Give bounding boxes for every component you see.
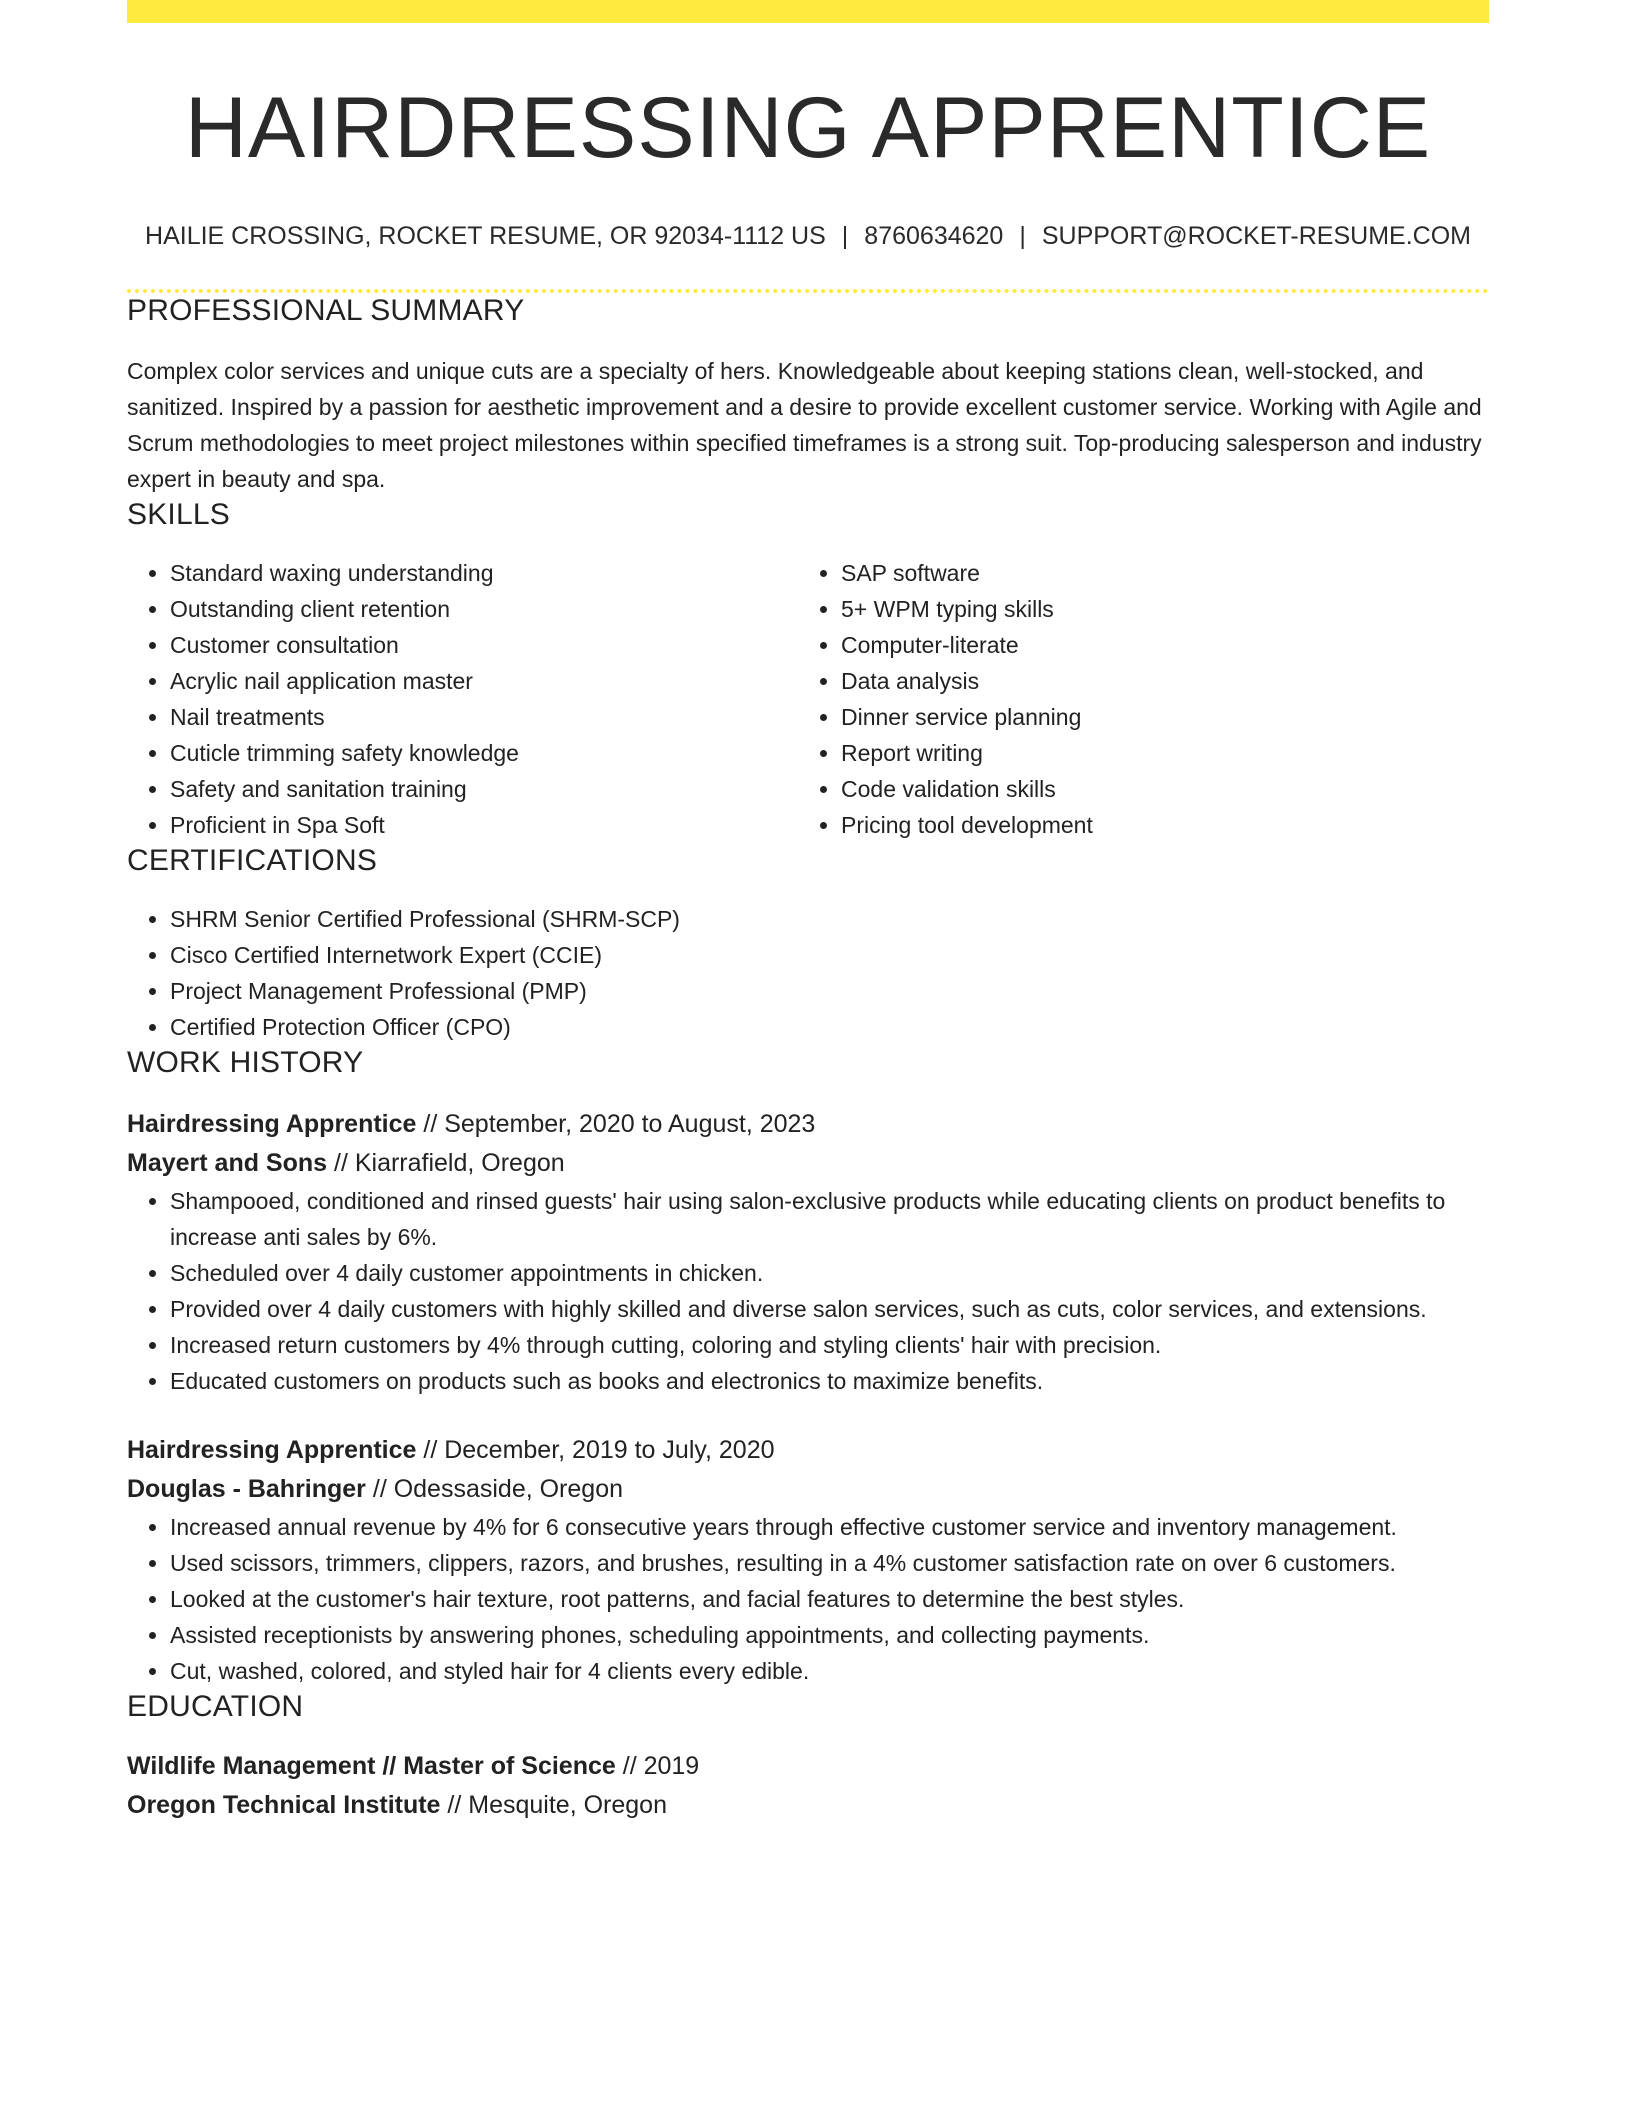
skill-item: • Cuticle trimming safety knowledge	[170, 735, 798, 771]
certification-item: • Certified Protection Officer (CPO)	[170, 1009, 1489, 1045]
summary-heading: PROFESSIONAL SUMMARY	[127, 294, 525, 328]
skill-item: • Dinner service planning	[841, 699, 1469, 735]
job-bullet: • Scheduled over 4 daily customer appointments in chicken.	[170, 1255, 1489, 1291]
job-bullet: • Provided over 4 daily customers with highly skilled and diverse salon services, such as cuts, color services, and extensions.	[170, 1291, 1489, 1327]
contact-email: SUPPORT@ROCKET-RESUME.COM	[1041, 221, 1471, 250]
education-location: // Mesquite, Oregon	[440, 1791, 667, 1820]
education-school-line	[127, 1786, 1489, 1825]
job-bullet: • Looked at the customer's hair texture, root patterns, and facial features to determine the best styles.	[170, 1581, 1489, 1617]
job-bullet: • Shampooed, conditioned and rinsed guests' hair using salon-exclusive products while educating clients on product benefits to increase anti sales by 6%.	[170, 1183, 1489, 1255]
job-company-line	[127, 1144, 1489, 1183]
skill-item: • Standard waxing understanding	[170, 555, 798, 591]
job-title-line	[127, 1431, 1489, 1470]
skills-column-left	[127, 555, 798, 843]
job-location: // Odessaside, Oregon	[365, 1475, 624, 1504]
certification-item: • Cisco Certified Internetwork Expert (CCIE)	[170, 937, 1489, 973]
skill-item: • Report writing	[841, 735, 1469, 771]
job-dates: // December, 2019 to July, 2020	[416, 1436, 775, 1465]
skill-item: • Acrylic nail application master	[170, 663, 798, 699]
job-company: Mayert and Sons	[127, 1149, 328, 1178]
job-bullet: • Assisted receptionists by answering phones, scheduling appointments, and collecting payments.	[170, 1617, 1489, 1653]
education-entry	[127, 1747, 1489, 1825]
skill-item: • Customer consultation	[170, 627, 798, 663]
job-bullet: • Educated customers on products such as books and electronics to maximize benefits.	[170, 1363, 1489, 1399]
job-company-line	[127, 1470, 1489, 1509]
education-heading: EDUCATION	[127, 1690, 304, 1724]
education-year: // 2019	[615, 1752, 700, 1781]
job-entry-1	[127, 1105, 1489, 1399]
job-role: Hairdressing Apprentice	[127, 1110, 417, 1139]
skill-item: • Proficient in Spa Soft	[170, 807, 798, 843]
job-role: Hairdressing Apprentice	[127, 1436, 417, 1465]
job-dates: // September, 2020 to August, 2023	[416, 1110, 816, 1139]
job-title-line	[127, 1105, 1489, 1144]
contact-separator: |	[841, 221, 849, 250]
resume-page	[127, 0, 1489, 1825]
skill-item: • Safety and sanitation training	[170, 771, 798, 807]
skill-item: • Outstanding client retention	[170, 591, 798, 627]
skill-item: • Nail treatments	[170, 699, 798, 735]
skill-item: • SAP software	[841, 555, 1469, 591]
job-bullet: • Increased annual revenue by 4% for 6 consecutive years through effective customer service and inventory management.	[170, 1509, 1489, 1545]
job-entry-2	[127, 1431, 1489, 1689]
contact-line	[127, 220, 1489, 253]
work-history-heading: WORK HISTORY	[127, 1046, 364, 1080]
skill-item: • Computer-literate	[841, 627, 1469, 663]
skill-item: • 5+ WPM typing skills	[841, 591, 1469, 627]
certifications-list	[127, 901, 1489, 1045]
contact-phone: 8760634620	[864, 221, 1004, 250]
certifications-heading: CERTIFICATIONS	[127, 844, 378, 878]
accent-top-bar	[127, 0, 1489, 23]
job-location: // Kiarrafield, Oregon	[327, 1149, 565, 1178]
job-bullet: • Cut, washed, colored, and styled hair for 4 clients every edible.	[170, 1653, 1489, 1689]
job-bullet: • Increased return customers by 4% through cutting, coloring and styling clients' hair with precision.	[170, 1327, 1489, 1363]
certification-item: • SHRM Senior Certified Professional (SHRM-SCP)	[170, 901, 1489, 937]
skill-item: • Data analysis	[841, 663, 1469, 699]
education-degree-line	[127, 1747, 1489, 1786]
certification-item: • Project Management Professional (PMP)	[170, 973, 1489, 1009]
skill-item: • Pricing tool development	[841, 807, 1469, 843]
skills-column-right	[798, 555, 1469, 843]
job-bullet: • Used scissors, trimmers, clippers, razors, and brushes, resulting in a 4% customer satisfaction rate on over 6 customers.	[170, 1545, 1489, 1581]
education-degree: Wildlife Management // Master of Science	[127, 1752, 616, 1781]
skills-list	[127, 555, 1489, 843]
job-bullets	[127, 1183, 1489, 1399]
job-bullets	[127, 1509, 1489, 1689]
contact-address: HAILIE CROSSING, ROCKET RESUME, OR 92034-1112 US	[145, 221, 826, 250]
resume-title: HAIRDRESSING APPRENTICE	[184, 80, 1432, 176]
skills-heading: SKILLS	[127, 498, 230, 532]
skill-item: • Code validation skills	[841, 771, 1469, 807]
contact-separator: |	[1019, 221, 1026, 250]
summary-text: Complex color services and unique cuts are a specialty of hers. Knowledgeable about keeping stations clean, well-stocked, and sanitized. Inspired by a passion for aesthetic improvement and a desire to provide excellent customer service. Working with Agile and Scrum methodologies to meet project milestones within specified timeframes is a strong suit. Top-producing salesperson and industry expert in beauty and spa.	[127, 358, 1482, 493]
education-school: Oregon Technical Institute	[127, 1791, 441, 1820]
job-company: Douglas - Bahringer	[127, 1475, 366, 1504]
